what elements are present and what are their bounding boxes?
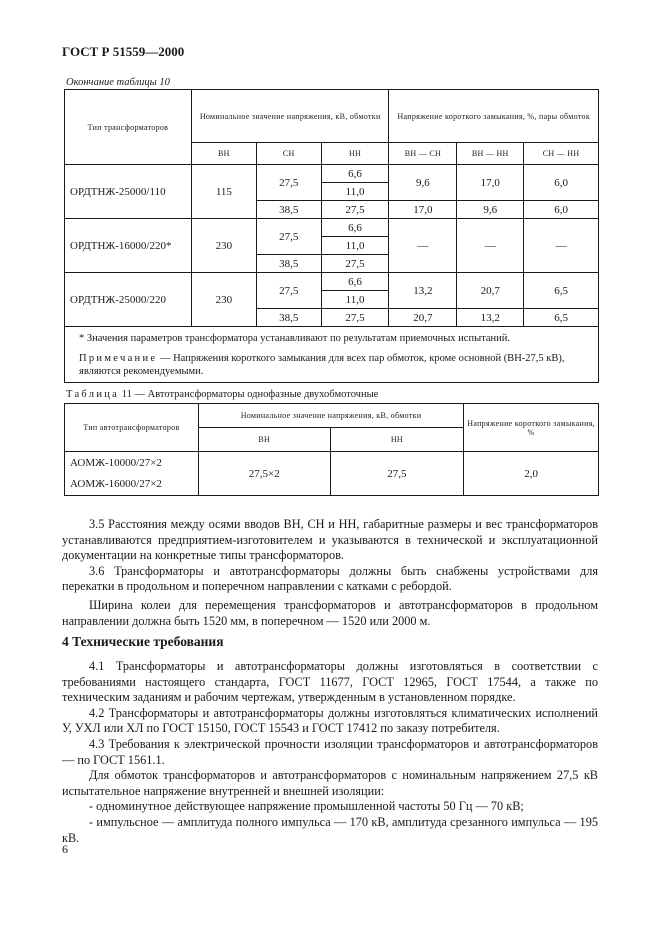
table10-notes (65, 327, 599, 383)
table-row: ОРДТНЖ-25000/110 115 27,5 6,6 9,6 17,0 6,0 (65, 165, 599, 183)
col-header-vn-sn: ВН — СН (389, 143, 457, 165)
table-row: 11,0 (65, 291, 599, 309)
list-item: - одноминутное действующее напряжение промышленной частоты 50 Гц — 70 кВ; (89, 799, 524, 814)
table-row: 38,5 27,5 20,7 13,2 6,5 (65, 309, 599, 327)
note-label: Примечание (79, 353, 158, 364)
col-header-nominal: Номинальное значение напряжения, кВ, обмотки (191, 90, 389, 143)
paragraph-3-5: 3.5 Расстояния между осями вводов ВН, СН и НН, габаритные размеры и вес трансформаторов устанавливаются предприятием-изготовителем и указываются в технической и эксплуатационной документации на конкретные типы трансформаторов. (62, 517, 598, 563)
col-header-nn: НН (321, 143, 389, 165)
paragraph-4-3: 4.3 Требования к электрической прочности изоляции трансформаторов и автотрансформаторов — по ГОСТ 1561.1. (62, 736, 598, 767)
col-header-vn-nn: ВН — НН (457, 143, 524, 165)
footnote: * Значения параметров трансформатора устанавливают по результатам приемочных испытаний. (79, 333, 510, 344)
col-header-shortcircuit: Напряжение короткого замыкания, %, пары обмоток (389, 90, 599, 143)
paragraph-4-1: 4.1 Трансформаторы и автотрансформаторы должны изготовляться в соответствии с требованиями настоящего стандарта, ГОСТ 11677, ГОСТ 12965, ГОСТ 17544, а также по техническим заданиям и рабочим чертежам, утвержденным в установленном порядке. (62, 659, 598, 705)
table11-caption-label: Таблица (66, 389, 120, 400)
col-header-vn: ВН (191, 143, 256, 165)
col-header-vn: ВН (198, 428, 330, 452)
table11-caption (66, 389, 378, 400)
col-header-shortcircuit: Напряжение короткого замыкания, % (464, 404, 599, 452)
col-header-type: Тип трансформаторов (65, 90, 192, 165)
table-row: АОМЖ-10000/27×2 АОМЖ-16000/27×2 27,5×2 27,5 2,0 (65, 452, 599, 496)
table-row: 38,5 27,5 17,0 9,6 6,0 (65, 201, 599, 219)
table-row: 11,0 (65, 183, 599, 201)
paragraph-3-6: 3.6 Трансформаторы и автотрансформаторы должны быть снабжены устройствами для перекатки в продольном и поперечном направлении с катками с ребордой. (62, 563, 598, 594)
table11-caption-text: 11 — Автотрансформаторы однофазные двухобмоточные (119, 389, 379, 400)
document-header: ГОСТ Р 51559—2000 (62, 44, 185, 59)
table10-caption: Окончание таблицы 10 (66, 77, 170, 88)
col-header-sn: СН (256, 143, 321, 165)
paragraph-4-3b: Для обмоток трансформаторов и автотрансформаторов с номинальным напряжением 27,5 кВ испытательное напряжение внутренней и внешней изоляции: (62, 768, 598, 798)
col-header-nn: НН (330, 428, 464, 452)
table-11 (64, 403, 599, 496)
text-block-3 (62, 517, 598, 629)
table-row: ОРДТНЖ-16000/220* 230 27,5 6,6 — — — (65, 219, 599, 237)
text-block-4 (62, 659, 598, 846)
note (79, 352, 590, 378)
table-row: 11,0 (65, 237, 599, 255)
paragraph-4-2: 4.2 Трансформаторы и автотрансформаторы должны изготовляться климатических исполнений У, УХЛ или ХЛ по ГОСТ 15150, ГОСТ 15543 и ГОСТ 17412 по заказу потребителя. (62, 705, 598, 736)
table-row: 38,5 27,5 (65, 255, 599, 273)
list-item: - импульсное — амплитуда полного импульса — 170 кВ, амплитуда срезанного импульса — 195 кВ. (62, 814, 598, 845)
note-text: — Напряжения короткого замыкания для всех пар обмоток, кроме основной (ВН-27,5 кВ), являются рекомендуемыми. (79, 353, 565, 377)
col-header-nominal: Номинальное значение напряжения, кВ, обмотки (198, 404, 463, 428)
table-row: ОРДТНЖ-25000/220 230 27,5 6,6 13,2 20,7 6,5 (65, 273, 599, 291)
col-header-sn-nn: СН — НН (524, 143, 599, 165)
section-title: 4 Технические требования (62, 634, 224, 649)
col-header-type: Тип автотрансформаторов (65, 404, 199, 452)
table-10 (64, 89, 599, 383)
paragraph-3-6b: Ширина колеи для перемещения трансформаторов и автотрансформаторов в продольном направлении должна быть 1520 мм, в поперечном — 1520 или 2000 м. (62, 597, 598, 628)
page-number: 6 (62, 842, 68, 856)
